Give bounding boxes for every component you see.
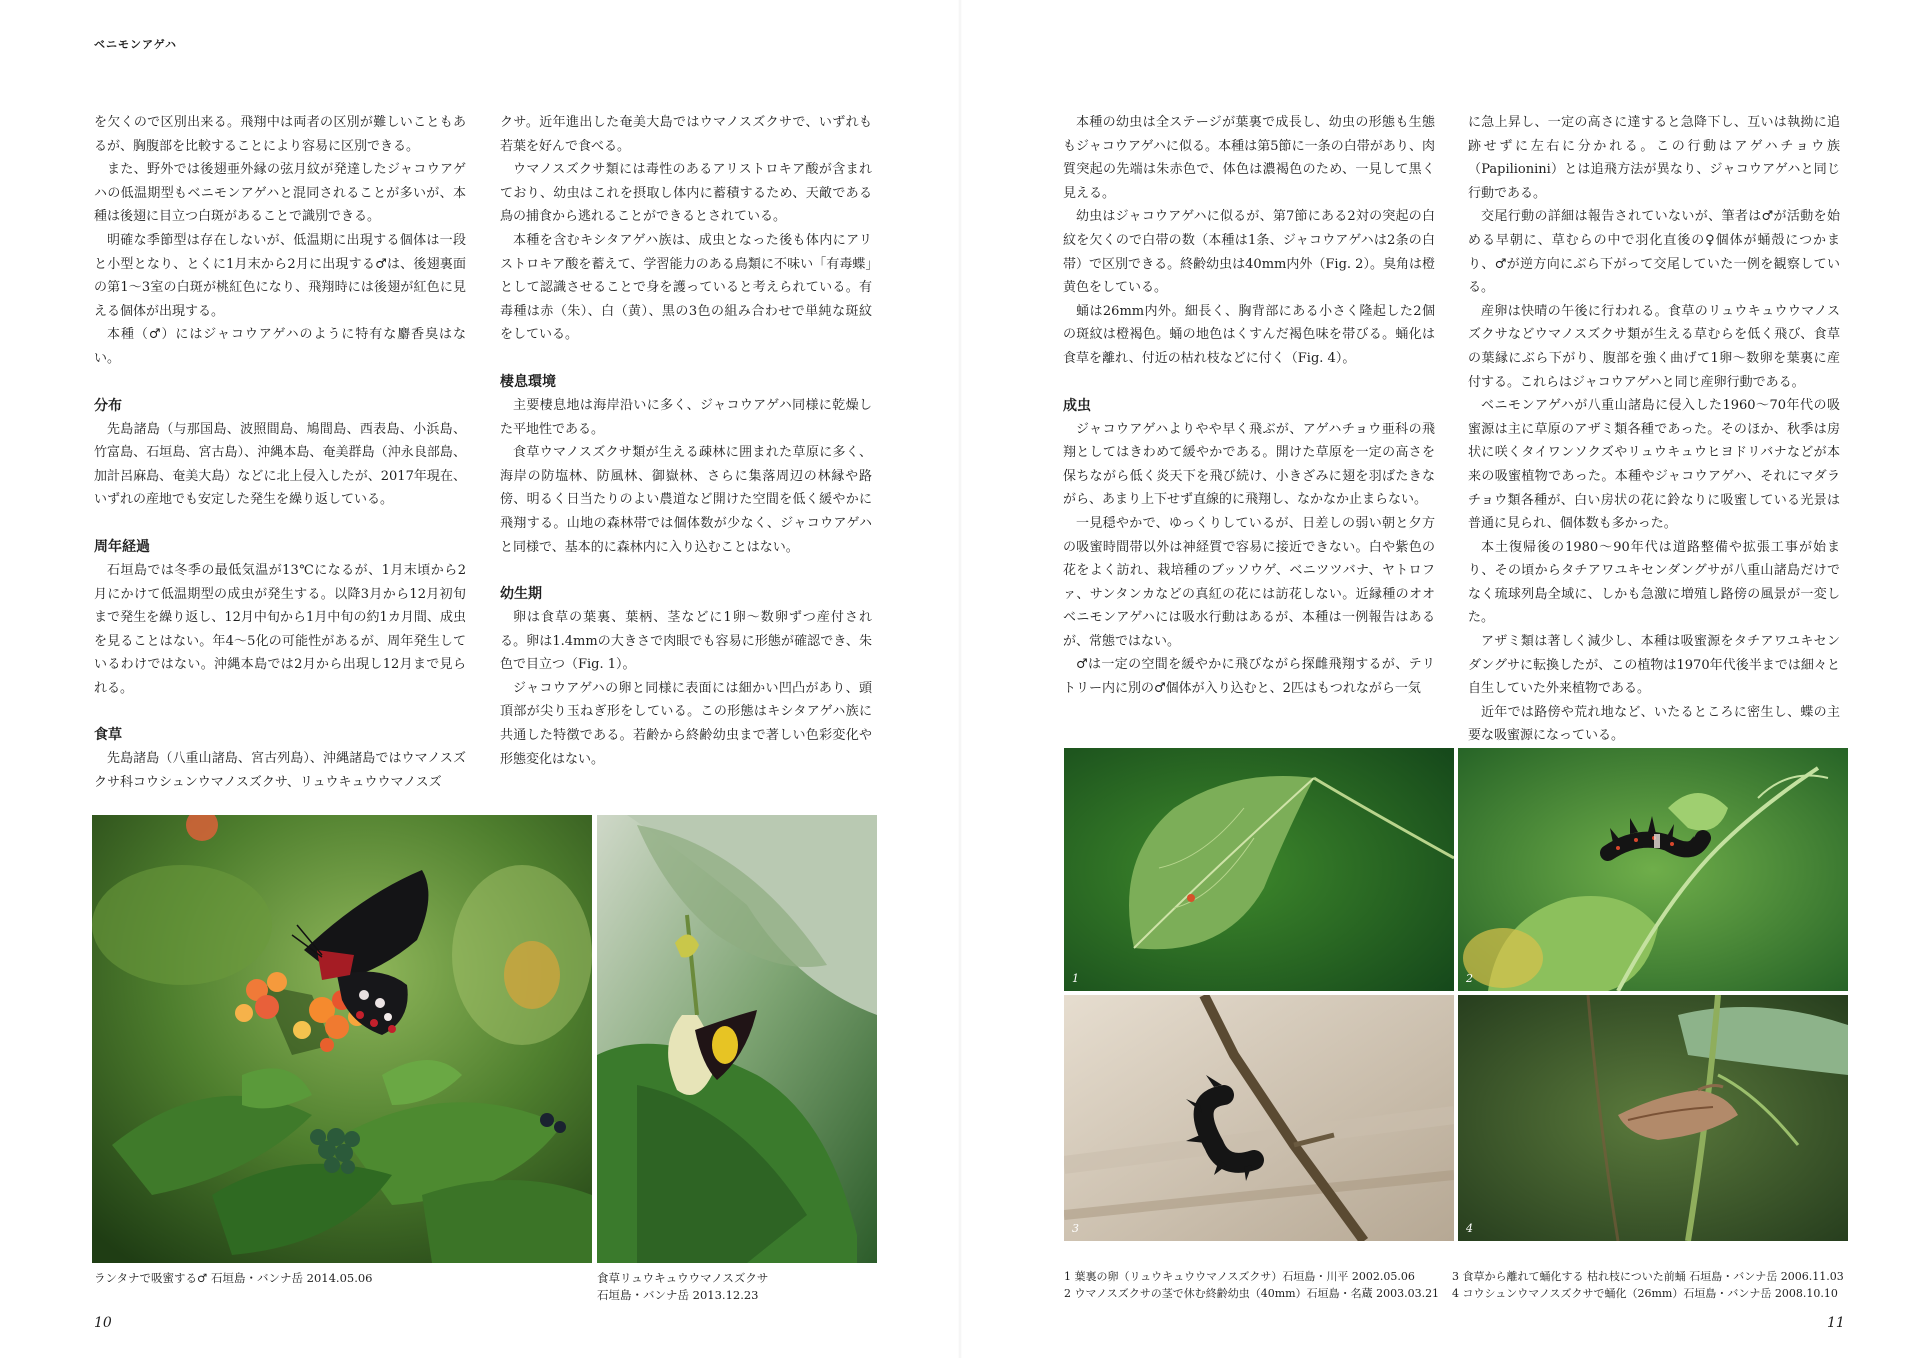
photo-fig3-prepupa-on-twig <box>1064 995 1454 1241</box>
paragraph: アザミ類は著しく減少し、本種は吸蜜源をタチアワユキセンダングサに転換したが、この植物は1970年代後半までは細々と自生していた外来植物である。 <box>1468 634 1840 697</box>
section-heading-food-plant: 食草 <box>94 727 122 744</box>
page-number-left: 10 <box>94 1315 112 1331</box>
paragraph: 幼虫はジャコウアゲハに似るが、第7節にある2対の突起の白紋を欠くので白帯の数（本種は1条、ジャコウアゲハは2条の白帯）で区別できる。終齢幼虫は40mm内外（Fig. 2）。臭角は橙黄色をしている。 <box>1063 209 1435 296</box>
photo-fig1-egg-on-leaf <box>1064 748 1454 991</box>
paragraph: 本種を含むキシタアゲハ族は、成虫となった後も体内にアリストロキア酸を蓄えて、学習能力のある鳥類に不味い「有毒蝶」として認識させることで身を護っていると考えられている。有毒種は赤（朱）、白（黄）、黒の3色の組み合わせで単純な斑紋をしている。 <box>500 232 872 343</box>
caption-fig1: 1 葉裏の卵（リュウキュウウマノスズクサ）石垣島・川平 2002.05.06 <box>1064 1270 1415 1283</box>
photo-fig2-larva-on-stem <box>1458 748 1848 991</box>
photo-fig4-pupa-on-stem <box>1458 995 1848 1241</box>
paragraph: また、野外では後翅亜外縁の弦月紋が発達したジャコウアゲハの低温期型もベニモンアゲハと混同されることが多いが、本種は後翅に目立つ白斑があることで識別できる。 <box>94 162 466 225</box>
section-heading-habitat: 棲息環境 <box>500 373 556 390</box>
caption-fig4: 4 コウシュンウマノスズクサで蛹化（26mm）石垣島・バンナ岳 2008.10.10 <box>1452 1287 1838 1300</box>
caption-food-plant-line1: 食草リュウキュウウマノスズクサ <box>597 1271 769 1285</box>
paragraph: 先島諸島（与那国島、波照間島、鳩間島、西表島、小浜島、竹富島、石垣島、宮古島）、沖縄本島、奄美群島（沖永良部島、加計呂麻島、奄美大島）などに北上侵入したが、2017年現在、いずれの産地でも安定した発生を繰り返している。 <box>94 421 466 508</box>
page-number-right: 11 <box>1827 1315 1845 1331</box>
section-heading-annual-cycle: 周年経過 <box>94 538 150 555</box>
paragraph: 産卵は快晴の午後に行われる。食草のリュウキュウウマノスズクサなどウマノスズクサ類が生える草むらを低く飛び、食草の葉縁にぶら下がり、腹部を強く曲げて1卵〜数卵を葉裏に産付する。これらはジャコウアゲハと同じ産卵行動である。 <box>1468 303 1840 390</box>
section-heading-early-stages: 幼生期 <box>500 586 542 603</box>
paragraph: 先島諸島（八重山諸島、宮古列島）、沖縄諸島ではウマノスズクサ科コウシュンウマノスズクサ、リュウキュウウマノスズ <box>94 751 466 791</box>
paragraph: 本種の幼虫は全ステージが葉裏で成長し、幼虫の形態も生態もジャコウアゲハに似る。本種は第5節に一条の白帯があり、肉質突起の先端は朱赤色で、体色は濃褐色のため、一見して黒く見える。 <box>1063 115 1435 201</box>
paragraph: ♂は一定の空間を緩やかに飛びながら探雌飛翔するが、テリトリー内に別の♂個体が入り込むと、2匹はもつれながら一気 <box>1063 657 1435 697</box>
figure-number-2: 2 <box>1466 972 1473 985</box>
caption-food-plant-line2: 石垣島・バンナ岳 2013.12.23 <box>597 1288 759 1302</box>
paragraph: 本土復帰後の1980〜90年代は道路整備や拡張工事が始まり、その頃からタチアワユキセンダングサが八重山諸島だけでなく琉球列島全域に、しかも急激に増殖し路傍の風景が一変した。 <box>1468 539 1840 626</box>
paragraph: 交尾行動の詳細は報告されていないが、筆者は♂が活動を始める早朝に、草むらの中で羽化直後の♀個体が蛹殻につかまり、♂が逆方向にぶら下がって交尾していた一例を観察している。 <box>1468 209 1840 296</box>
text-column-3 <box>1063 111 1435 701</box>
running-head: ベニモンアゲハ <box>94 38 178 51</box>
paragraph: を欠くので区別出来る。飛翔中は両者の区別が難しいこともあるが、胸腹部を比較することにより容易に区別できる。 <box>94 115 466 154</box>
photo-food-plant-flower <box>597 815 877 1263</box>
text-column-1 <box>94 111 466 795</box>
paragraph: 一見穏やかで、ゆっくりしているが、日差しの弱い朝と夕方の吸蜜時間帯以外は神経質で容易に接近できない。白や紫色の花をよく訪れ、栽培種のブッソウゲ、ベニツツバナ、ヤトロファ、サンタンカなどの真紅の花には訪花しない。近縁種のオオベニモンアゲハには吸水行動はあるが、本種は一例報告はあるが、常態ではない。 <box>1063 515 1435 649</box>
paragraph: ウマノスズクサ類には毒性のあるアリストロキア酸が含まれており、幼虫はこれを摂取し体内に蓄積するため、天敵である鳥の捕食から逃れることができるとされている。 <box>500 162 872 225</box>
caption-fig2: 2 ウマノスズクサの茎で休む終齢幼虫（40mm）石垣島・名蔵 2003.03.21 <box>1064 1287 1440 1300</box>
paragraph: 食草ウマノスズクサ類が生える疎林に囲まれた草原に多く、海岸の防塩林、防風林、御嶽林、さらに集落周辺の林縁や路傍、明るく日当たりのよい農道など開けた空間を低く緩やかに飛翔する。山地の森林帯では個体数が少なく、ジャコウアゲハと同様で、基本的に森林内に入り込むことはない。 <box>500 445 872 555</box>
photo-butterfly-on-lantana <box>92 815 592 1263</box>
section-heading-distribution: 分布 <box>94 397 122 414</box>
paragraph: ジャコウアゲハよりやや早く飛ぶが、アゲハチョウ亜科の飛翔としてはきわめて緩やかである。開けた草原を一定の高さを保ちながら低く炎天下を飛び続け、小きざみに翅を羽ばたきながら、あまり上下せず直線的に飛翔し、なかなか止まらない。 <box>1063 421 1435 508</box>
text-column-2 <box>500 111 872 771</box>
paragraph: クサ。近年進出した奄美大島ではウマノスズクサで、いずれも若葉を好んで食べる。 <box>500 115 872 154</box>
paragraph: 主要棲息地は海岸沿いに多く、ジャコウアゲハ同様に乾燥した平地性である。 <box>500 397 872 437</box>
figure-number-1: 1 <box>1072 972 1079 985</box>
figure-number-3: 3 <box>1072 1222 1079 1235</box>
caption-fig3: 3 食草から離れて蛹化する 枯れ枝についた前蛹 石垣島・バンナ岳 2006.11.03 <box>1452 1270 1844 1283</box>
paragraph: ジャコウアゲハの卵と同様に表面には細かい凹凸があり、頭頂部が尖り玉ねぎ形をしている。この形態はキシタアゲハ族に共通した特徴である。若齢から終齢幼虫まで著しい色彩変化や形態変化はない。 <box>500 680 872 767</box>
paragraph: 本種（♂）にはジャコウアゲハのように特有な麝香臭はない。 <box>94 327 466 366</box>
text-column-4 <box>1468 111 1840 748</box>
paragraph: 蛹は26mm内外。細長く、胸背部にある小さく隆起した2個の斑紋は橙褐色。蛹の地色はくすんだ褐色味を帯びる。蛹化は食草を離れ、付近の枯れ枝などに付く（Fig. 4）。 <box>1063 303 1435 366</box>
paragraph: 近年では路傍や荒れ地など、いたるところに密生し、蝶の主要な吸蜜源になっている。 <box>1468 704 1840 744</box>
paragraph: 卵は食草の葉裏、葉柄、茎などに1卵〜数卵ずつ産付される。卵は1.4mmの大きさで肉眼でも容易に形態が確認でき、朱色で目立つ（Fig. 1）。 <box>500 610 872 673</box>
figure-number-4: 4 <box>1466 1222 1473 1235</box>
paragraph: ベニモンアゲハが八重山諸島に侵入した1960〜70年代の吸蜜源は主に草原のアザミ類各種であった。そのほか、秋季は房状に咲くタイワンソクズやリュウキュウヒヨドリバナなどが本来の吸蜜植物であった。本種やジャコウアゲハ、それにマダラチョウ類各種が、白い房状の花に鈴なりに吸蜜している光景は普通に見られ、個体数も多かった。 <box>1468 398 1840 532</box>
section-heading-adult: 成虫 <box>1063 397 1091 414</box>
paragraph: に急上昇し、一定の高さに達すると急降下し、互いは執拗に追跡せずに左右に分かれる。この行動はアゲハチョウ族（Papilionini）とは追飛方法が異なり、ジャコウアゲハと同じ行動である。 <box>1468 115 1840 201</box>
caption-butterfly-photo: ランタナで吸蜜する♂ 石垣島・バンナ岳 2014.05.06 <box>94 1271 373 1285</box>
page-gutter <box>958 0 962 1358</box>
paragraph: 石垣島では冬季の最低気温が13℃になるが、1月末頃から2月にかけて低温期型の成虫が発生する。以降3月から12月初旬まで発生を繰り返し、12月中旬から1月中旬の約1カ月間、成虫を見ることはない。年4〜5化の可能性があるが、周年発生しているわけではない。沖縄本島では2月から出現し12月まで見られる。 <box>94 562 466 696</box>
paragraph: 明確な季節型は存在しないが、低温期に出現する個体は一段と小型となり、とくに1月末から2月に出現する♂は、後翅裏面の第1〜3室の白斑が桃紅色になり、飛翔時には後翅が紅色に見える個体が出現する。 <box>94 232 466 319</box>
